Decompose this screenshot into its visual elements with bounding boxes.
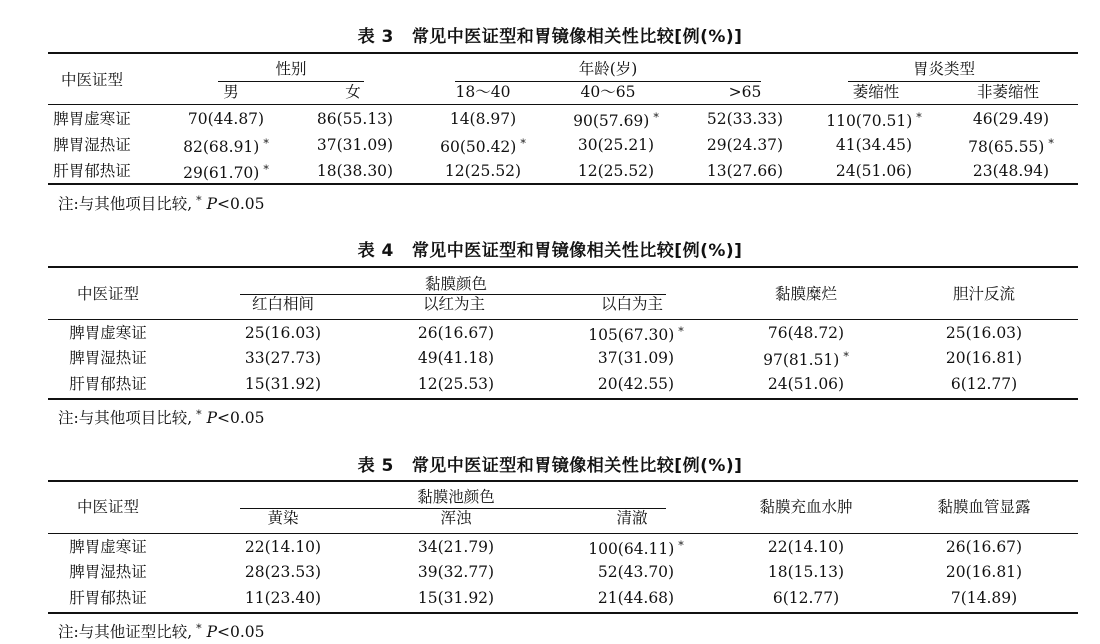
table-cell [588,326,684,344]
table5-caption [0,451,1100,476]
table3-header-male: 男 [223,83,239,101]
table-cell [440,138,526,156]
table3-sex-underline [218,81,364,82]
table3-note-prefix: 注:与其他项目比较, [58,195,193,213]
table5-group-pool-color: 黏膜池颜色 [417,488,495,506]
table-cell [183,138,269,156]
table3-note-star: * [196,194,202,207]
table3-header-age3: >65 [728,83,762,101]
table4-number: 表 4 [357,241,394,261]
table-cell [418,565,494,581]
table-cell [707,112,783,128]
cell-value: 90(57.69) [573,112,650,130]
table5-bottom-rule [48,612,1078,614]
cell-value: 20(16.81) [945,349,1023,367]
table-cell [245,326,321,342]
table-cell [588,540,684,558]
table-cell [598,377,674,393]
cell-value: 70(44.87) [187,110,265,128]
table-cell [946,565,1022,581]
table3-title: 常见中医证型和胃镜像相关性比较[例(%)] [411,27,743,47]
table3-col-header-syndrome: 中医证型 [60,71,124,89]
table-cell [973,164,1049,180]
cell-value: 37(31.09) [597,349,675,367]
cell-value: 26(16.67) [417,324,495,342]
cell-value: 60(50.42) [440,138,517,156]
table3-age-underline [455,81,761,82]
cell-value: 97(81.51) [763,351,840,369]
table-cell [773,591,839,607]
cell-value: 30(25.21) [577,136,655,154]
cell-value: 29(61.70) [183,164,260,182]
cell-value: 29(24.37) [706,136,784,154]
cell-value: 86(55.13) [316,110,394,128]
table-cell [768,377,844,393]
cell-value: 78(65.55) [968,138,1045,156]
row-label: 脾胃虚寒证 [69,538,147,556]
table-cell [951,377,1017,393]
table3-group-gastritis: 胃炎类型 [912,60,976,78]
table3-note-suffix: <0.05 [217,195,265,213]
table5-header-c2: 浑浊 [440,509,472,527]
table-cell [418,326,494,342]
table3-header-age1: 18～40 [455,83,511,101]
table3-caption [0,22,1100,47]
table-cell [245,565,321,581]
cell-value: 39(32.77) [417,563,495,581]
table4-header-c1: 红白相间 [251,295,315,313]
significance-star: * [1048,137,1054,150]
table3-mid-rule [48,104,1078,105]
cell-value: 33(27.73) [244,349,322,367]
cell-value: 7(14.89) [950,589,1018,607]
significance-star: * [263,163,269,176]
table5-note [58,620,265,642]
cell-value: 23(48.94) [972,162,1050,180]
table-cell [946,351,1022,367]
table-cell [245,377,321,393]
cell-value: 12(25.52) [444,162,522,180]
cell-value: 15(31.92) [244,375,322,393]
table-cell [598,591,674,607]
row-label: 肝胃郁热证 [53,162,131,180]
row-label: 肝胃郁热证 [69,589,147,607]
table3-header-age2: 40～65 [580,83,636,101]
table-cell [763,351,849,369]
table-cell [245,540,321,556]
table-cell [418,351,494,367]
table5-header-c4: 黏膜充血水肿 [759,498,853,516]
significance-star: * [520,137,526,150]
table5-top-rule [48,480,1078,482]
cell-value: 18(38.30) [316,162,394,180]
table5-mid-rule [48,533,1078,534]
table5-note-p: P [206,623,218,641]
table-cell [183,164,269,182]
table3-header-nonatrophic: 非萎缩性 [976,83,1040,101]
cell-value: 20(16.81) [945,563,1023,581]
table4-top-rule [48,266,1078,268]
table5-note-star: * [196,622,202,635]
table-cell [826,112,922,130]
table-cell [836,138,912,154]
cell-value: 49(41.18) [417,349,495,367]
table-cell [707,164,783,180]
significance-star: * [263,137,269,150]
cell-value: 22(14.10) [767,538,845,556]
table-cell [450,112,516,128]
cell-value: 37(31.09) [316,136,394,154]
significance-star: * [653,111,659,124]
cell-value: 24(51.06) [835,162,913,180]
significance-star: * [678,539,684,552]
cell-value: 6(12.77) [950,375,1018,393]
row-label: 脾胃湿热证 [53,136,131,154]
cell-value: 52(43.70) [597,563,675,581]
table-cell [418,540,494,556]
table4-group-mucosa-color: 黏膜颜色 [424,275,488,293]
cell-value: 52(33.33) [706,110,784,128]
table4-note-star: * [196,408,202,421]
table-cell [188,112,264,128]
table4-col-header-syndrome: 中医证型 [76,285,140,303]
table-cell [317,164,393,180]
cell-value: 6(12.77) [772,589,840,607]
table-cell [946,326,1022,342]
table5-note-prefix: 注:与其他证型比较, [58,623,193,641]
cell-value: 15(31.92) [417,589,495,607]
cell-value: 22(14.10) [244,538,322,556]
table-cell [317,112,393,128]
row-label: 脾胃虚寒证 [69,324,147,342]
significance-star: * [678,325,684,338]
table4-header-c3: 以白为主 [600,295,664,313]
table3-note-p: P [206,195,218,213]
cell-value: 18(15.13) [767,563,845,581]
table-cell [317,138,393,154]
table4-title: 常见中医证型和胃镜像相关性比较[例(%)] [411,241,743,261]
cell-value: 24(51.06) [767,375,845,393]
table4-header-c4: 黏膜糜烂 [774,285,838,303]
cell-value: 100(64.11) [588,540,675,558]
table5-header-c5: 黏膜血管显露 [937,498,1031,516]
table4-header-c5: 胆汁反流 [952,285,1016,303]
cell-value: 13(27.66) [706,162,784,180]
table3-header-atrophic: 萎缩性 [852,83,900,101]
table3-bottom-rule [48,183,1078,185]
table4-note [58,406,265,428]
table-cell [418,591,494,607]
table4-note-suffix: <0.05 [217,409,265,427]
table3-note [58,192,265,214]
table-cell [445,164,521,180]
cell-value: 25(16.03) [945,324,1023,342]
cell-value: 14(8.97) [449,110,517,128]
cell-value: 21(44.68) [597,589,675,607]
row-label: 脾胃湿热证 [69,563,147,581]
table4-note-prefix: 注:与其他项目比较, [58,409,193,427]
table4-note-p: P [206,409,218,427]
cell-value: 20(42.55) [597,375,675,393]
table-cell [573,112,659,130]
table5-number: 表 5 [357,456,394,476]
table3-number: 表 3 [357,27,394,47]
table-cell [973,112,1049,128]
table4-caption [0,236,1100,261]
table-cell [598,565,674,581]
table-cell [768,565,844,581]
table4-header-c2: 以红为主 [422,295,486,313]
table3-gastritis-underline [848,81,1040,82]
table4-mid-rule [48,319,1078,320]
cell-value: 82(68.91) [183,138,260,156]
table5-note-suffix: <0.05 [217,623,265,641]
table-cell [707,138,783,154]
cell-value: 28(23.53) [244,563,322,581]
cell-value: 26(16.67) [945,538,1023,556]
table-cell [768,540,844,556]
cell-value: 12(25.52) [577,162,655,180]
cell-value: 76(48.72) [767,324,845,342]
table-cell [836,164,912,180]
table5-col-header-syndrome: 中医证型 [76,498,140,516]
table-cell [578,138,654,154]
significance-star: * [916,111,922,124]
table-cell [245,351,321,367]
significance-star: * [843,350,849,363]
cell-value: 25(16.03) [244,324,322,342]
row-label: 脾胃虚寒证 [53,110,131,128]
table-cell [598,351,674,367]
cell-value: 110(70.51) [826,112,913,130]
table-cell [768,326,844,342]
cell-value: 34(21.79) [417,538,495,556]
table-cell [946,540,1022,556]
cell-value: 105(67.30) [588,326,675,344]
row-label: 脾胃湿热证 [69,349,147,367]
cell-value: 41(34.45) [835,136,913,154]
table5-header-c1: 黄染 [267,509,299,527]
table3-header-female: 女 [345,83,361,101]
row-label: 肝胃郁热证 [69,375,147,393]
table3-top-rule [48,52,1078,54]
cell-value: 11(23.40) [244,589,322,607]
cell-value: 46(29.49) [972,110,1050,128]
table-cell [578,164,654,180]
cell-value: 12(25.53) [417,375,495,393]
table-cell [951,591,1017,607]
table-cell [418,377,494,393]
table4-bottom-rule [48,398,1078,400]
table3-group-sex: 性别 [275,60,307,78]
table3-group-age: 年龄(岁) [578,60,638,78]
table5-header-c3: 清澈 [616,509,648,527]
table5-title: 常见中医证型和胃镜像相关性比较[例(%)] [411,456,743,476]
table-cell [245,591,321,607]
table-cell [968,138,1054,156]
